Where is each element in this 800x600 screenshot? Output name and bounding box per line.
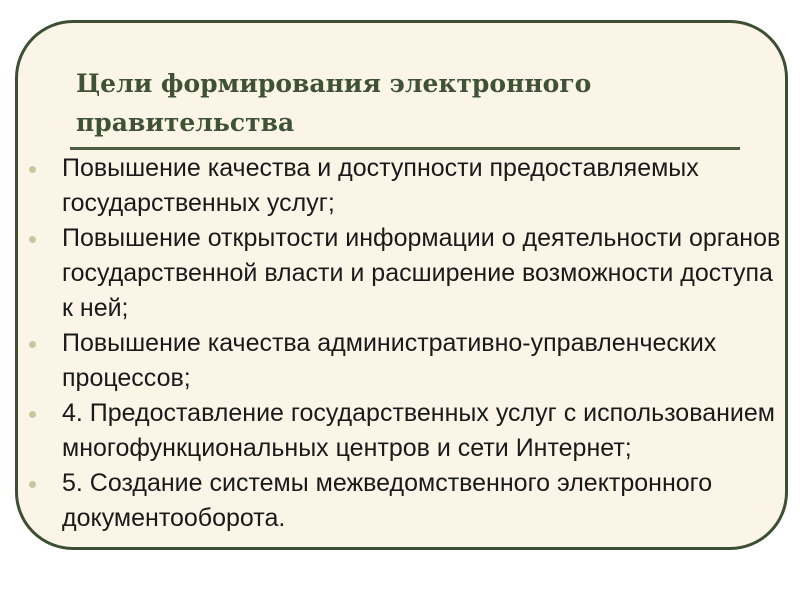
bullet-text: Повышение качества и доступности предоставляемых государственных услуг; <box>62 154 699 217</box>
bullet-item <box>25 466 785 536</box>
bullet-item <box>25 326 785 396</box>
bullet-text: Повышение открытости информации о деятельности органов государственной власти и расширение возможности доступа к ней; <box>62 224 781 322</box>
bullet-item <box>25 221 785 326</box>
bullet-text: 5. Создание системы межведомственного электронного документооборота. <box>62 469 713 532</box>
bullet-list <box>25 151 785 536</box>
title-underline <box>70 147 740 150</box>
bullet-dot-icon <box>29 411 36 418</box>
bullet-dot-icon <box>29 341 36 348</box>
slide-title: Цели формирования электронного правительства <box>76 69 592 137</box>
bullet-item <box>25 396 785 466</box>
bullet-text: 4. Предоставление государственных услуг с использованием многофункциональных центров и сети Интернет; <box>62 399 775 462</box>
bullet-dot-icon <box>29 166 36 173</box>
bullet-item <box>25 151 785 221</box>
bullet-text: Повышение качества административно-управленческих процессов; <box>62 329 717 392</box>
bullet-dot-icon <box>29 481 36 488</box>
bullet-dot-icon <box>29 236 36 243</box>
